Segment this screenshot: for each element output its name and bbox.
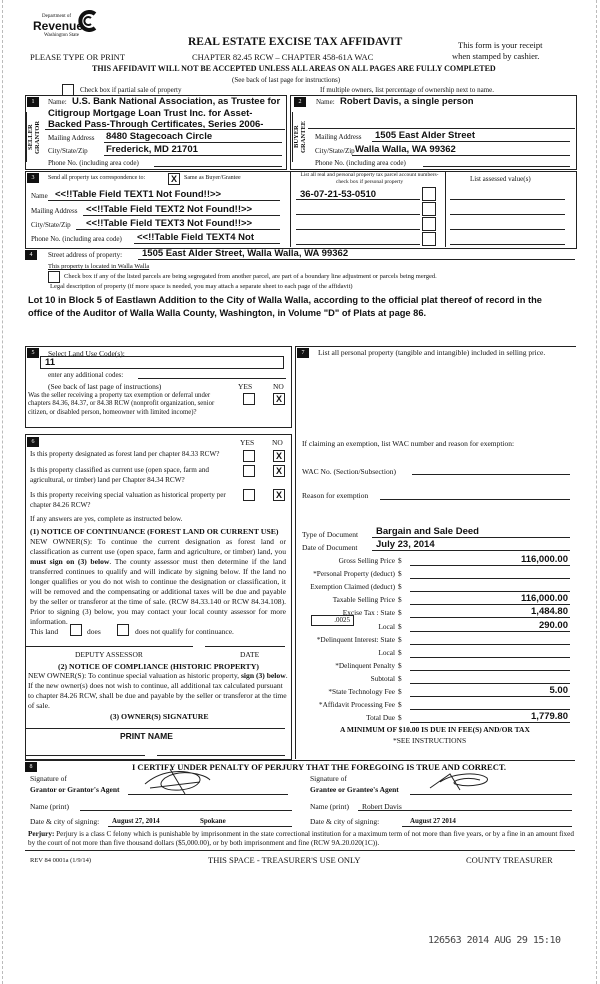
notice-compliance-text bbox=[28, 671, 288, 711]
label: Send all property tax correspondence to: bbox=[48, 175, 146, 181]
exemption-question: Was the seller receiving a property tax exemption or deferral under chapters 84.36, 84.37, or 84.38 RCW (nonprofit organization, senior citizen, or disabled person, homeowner with limited income)? bbox=[28, 392, 215, 416]
fee-value-field[interactable]: 1,484.80 bbox=[531, 606, 568, 618]
text: sign (3) below bbox=[240, 671, 286, 680]
label: Name bbox=[31, 192, 48, 200]
historic-question: Is this property receiving special valuation as historical property per chapter 84.26 RCW? bbox=[30, 491, 226, 509]
grantor-city-field[interactable]: Spokane bbox=[200, 817, 226, 825]
underline bbox=[410, 683, 570, 684]
label: does bbox=[87, 627, 101, 636]
label: Signature of bbox=[30, 774, 67, 783]
buyer-side-label: BUYER GRANTEE bbox=[292, 112, 307, 162]
underline bbox=[104, 142, 282, 143]
assessor-date-line[interactable] bbox=[205, 646, 285, 647]
does-qualify-checkbox[interactable] bbox=[70, 624, 82, 636]
assessed-header: List assessed value(s) bbox=[470, 175, 531, 183]
fee-value-field[interactable]: 1,779.80 bbox=[531, 711, 568, 723]
currency-sign: $ bbox=[398, 647, 402, 657]
legal-description-line1[interactable]: Lot 10 in Block 5 of Eastlawn Addition to the City of Walla Walla, according to the official plat thereof of record in the bbox=[28, 295, 542, 305]
grantor-signature-icon bbox=[140, 766, 215, 796]
property-address-field[interactable]: 1505 East Alder Street, Walla Walla, WA 99362 bbox=[142, 248, 349, 259]
parcel-header-2: numbers-check box if personal property bbox=[335, 172, 439, 185]
underline bbox=[134, 243, 280, 244]
parcel-number-field[interactable]: 36-07-21-53-0510 bbox=[300, 189, 377, 200]
currency-sign: $ bbox=[398, 556, 402, 565]
currency-sign: $ bbox=[398, 608, 402, 618]
multiple-owners-note: If multiple owners, list percentage of ownership next to name. bbox=[320, 86, 494, 94]
text: NEW OWNER(S): To continue the current designation as forest land or classification as current use (open space, farm and agriculture, or timber) land, you bbox=[30, 537, 286, 556]
buyer-phone-field[interactable] bbox=[423, 166, 570, 167]
text: . If the new owner(s) does not wish to continue, all additional tax calculated pursuant to chapter 84.26 RCW, shall be due and payable by the seller or transferor at the time of sale. bbox=[28, 671, 288, 710]
perjury-notice bbox=[28, 830, 576, 848]
no-header: NO bbox=[272, 438, 283, 447]
underline bbox=[402, 826, 572, 827]
deputy-assessor-signature-line[interactable] bbox=[25, 646, 193, 647]
fee-label: Total Due bbox=[366, 713, 395, 723]
label: Grantor or Grantor's Agent bbox=[30, 785, 120, 794]
personal-property-checkbox[interactable] bbox=[422, 217, 436, 231]
fee-label: *State Technology Fee bbox=[328, 687, 395, 696]
segregated-checkbox[interactable] bbox=[48, 271, 60, 283]
label: (See back of last page of instructions) bbox=[48, 382, 162, 391]
label: DATE bbox=[240, 650, 260, 659]
section-number: 5 bbox=[27, 348, 39, 358]
section-number: 1 bbox=[27, 97, 39, 107]
document-date-field[interactable]: July 23, 2014 bbox=[376, 539, 435, 550]
same-as-buyer-checkbox[interactable]: X bbox=[168, 173, 180, 185]
underline bbox=[296, 229, 420, 230]
forest-question: Is this property designated as forest land per chapter 84.33 RCW? bbox=[30, 450, 220, 458]
label: City/State/Zip bbox=[31, 221, 71, 229]
print-name-line-2[interactable] bbox=[157, 755, 285, 756]
underline bbox=[410, 722, 570, 723]
document-type-field[interactable]: Bargain and Sale Deed bbox=[376, 526, 479, 537]
divider bbox=[25, 760, 575, 761]
label: Same as Buyer/Grantee bbox=[184, 175, 241, 181]
label: Name: bbox=[316, 98, 335, 106]
underline bbox=[410, 709, 570, 710]
chapter-ref: CHAPTER 82.45 RCW – CHAPTER 458-61A WAC bbox=[192, 52, 374, 62]
personal-property-label: List all personal property (tangible and intangible) included in selling price. bbox=[318, 348, 546, 357]
assessed-value-field[interactable] bbox=[450, 214, 565, 215]
label: Select Land Use Code(s): bbox=[48, 349, 125, 358]
owner-signature-line[interactable] bbox=[25, 728, 285, 729]
fee-value-field[interactable]: 116,000.00 bbox=[520, 593, 568, 605]
label: Reason for exemption bbox=[302, 491, 369, 500]
label: Street address of property: bbox=[48, 251, 123, 259]
seller-phone-field[interactable] bbox=[154, 166, 282, 167]
currency-sign: $ bbox=[398, 660, 402, 670]
print-name-line[interactable] bbox=[25, 755, 145, 756]
forest-yes-checkbox[interactable] bbox=[243, 450, 255, 462]
segregated-label: Check box if any of the listed parcels are being segregated from another parcel, are part of a boundary line adjustment or parcels being merged. bbox=[64, 273, 437, 280]
certify-statement: I CERTIFY UNDER PENALTY OF PERJURY THAT THE FOREGOING IS TRUE AND CORRECT. bbox=[132, 762, 507, 772]
assessed-value-field[interactable] bbox=[450, 229, 565, 230]
exemption-yes-checkbox[interactable] bbox=[243, 393, 255, 405]
underline bbox=[108, 826, 292, 827]
section-number: 6 bbox=[27, 437, 39, 447]
fee-value-field[interactable]: 116,000.00 bbox=[520, 554, 568, 565]
correspondence-mailing-field[interactable]: <<!!Table Field TEXT2 Not Found!!>> bbox=[86, 204, 253, 215]
label: Phone No. (including area code) bbox=[315, 159, 406, 167]
underline bbox=[138, 259, 575, 260]
label: City/State/Zip bbox=[48, 147, 88, 155]
underline bbox=[410, 565, 570, 566]
currency-sign: $ bbox=[398, 569, 402, 579]
divider bbox=[308, 128, 575, 129]
divider bbox=[45, 129, 285, 130]
underline bbox=[372, 550, 570, 551]
label: Date & city of signing: bbox=[310, 817, 380, 826]
see-back: (See back of last page for instructions) bbox=[232, 76, 341, 84]
additional-codes-field[interactable] bbox=[138, 378, 286, 379]
label: Phone No. (including area code) bbox=[31, 235, 122, 243]
section-number: 8 bbox=[25, 762, 37, 772]
fee-label: *Personal Property (deduct) bbox=[313, 569, 395, 579]
currency-sign: $ bbox=[398, 713, 402, 723]
label: does not qualify for continuance. bbox=[135, 627, 234, 636]
form-title: REAL ESTATE EXCISE TAX AFFIDAVIT bbox=[188, 36, 403, 48]
seller-name-line3[interactable]: Backed Pass-Through Certificates, Series 2006- bbox=[48, 119, 264, 128]
seller-side-label: SELLER GRANTOR bbox=[26, 112, 41, 162]
fee-label: Subtotal bbox=[370, 673, 395, 683]
legal-label: Legal description of property (if more space is needed, you may attach a separate sheet to each page of the affidavit) bbox=[50, 283, 353, 290]
currency-sign: $ bbox=[398, 700, 402, 710]
label: enter any additional codes: bbox=[48, 371, 124, 379]
personal-property-checkbox[interactable] bbox=[422, 232, 436, 246]
logo-swirl-icon bbox=[77, 10, 99, 32]
fee-value-field[interactable]: 5.00 bbox=[549, 685, 568, 696]
forest-no-checkbox[interactable]: X bbox=[273, 450, 285, 462]
correspondence-name-field[interactable]: <<!!Table Field TEXT1 Not Found!!>> bbox=[55, 189, 222, 200]
buyer-mailing-field[interactable]: 1505 East Alder Street bbox=[375, 130, 475, 141]
underline bbox=[410, 631, 570, 632]
currency-sign: $ bbox=[398, 634, 402, 644]
cashier-stamp: 126563 2014 AUG 29 15:10 bbox=[428, 935, 561, 946]
historic-no-checkbox[interactable]: X bbox=[273, 489, 285, 501]
label: Mailing Address bbox=[48, 134, 95, 142]
underline bbox=[48, 200, 280, 201]
partial-sale-label: Check box if partial sale of property bbox=[80, 86, 182, 94]
yes-header: YES bbox=[240, 438, 255, 447]
section-7 bbox=[295, 346, 576, 759]
section-number: 4 bbox=[25, 250, 37, 260]
historic-yes-checkbox[interactable] bbox=[243, 489, 255, 501]
personal-property-checkbox[interactable] bbox=[422, 187, 436, 201]
notice-compliance-title: (2) NOTICE OF COMPLIANCE (HISTORIC PROPERTY) bbox=[58, 662, 259, 671]
excise-tax-affidavit-page: Department of Revenue Washington State REAL ESTATE EXCISE TAX AFFIDAVIT PLEASE TYPE OR PRINT CHAPTER 82.45 RCW – CHAPTER 458-61A WAC This form is your receipt when stamped by cashier. THIS AFFIDAVIT WILL NOT BE ACCEPTED UNLESS ALL AREAS ON ALL PAGES ARE FULLY COMPLETED (See back of last page for instructions) Check box if partial sale of property If multiple owners, list percentage of ownership next to name. 1 SELLER GRANTOR Name: U.S. Bank National Association, as Trustee for Citigroup Mortgage Loan Trust Inc. for Asset- Backed Pass-Through Certificates, Series 2006- Mailing Address 8480 Stagecoach Circle City/State/Zip Frederick, MD 21701 Phone No. (including area code) 2 BUYER GRANTEE Name: Robert Davis, a single person Mailing Address 1505 East Alder Street City/State/Zip Walla Walla, WA 99362 Phone No. (including area code) 3 Send all property tax correspondence to: X Same as Buyer/Grantee Name <<!!Table Field TEXT1 Not Found!!>> Mailing Address <<!!Table Field TEXT2 Not Found!!>> City/State/Zip <<!!Table Field TEXT3 Not Found!!>> Phone No. (including area code) <<!!Table Field TEXT4 Not List all real and personal property tax parcel account numbers-check box if personal property List assessed value(s) 36-07-21-53-0510 4 Street address of property: 1505 East Alder Street, Walla Walla, WA 99362 This property is located in Walla Walla Check box if any of the listed parcels are being segregated from another parcel, are part of a boundary line adjustment or parcels being merged. Legal description of property (if more space is needed, you may attach a separate sheet to each page of the affidavit) Lot 10 in Block 5 of Eastlawn Addition to the City of Walla Walla, according to the official plat thereof of record in the office of the Auditor of Walla Walla County, Washington, in Volume "D" of Plats at page 86. 5 Select Land Use Code(s): 11 enter any additional codes: (See back of last page of instructions) YES NO Was the seller receiving a property tax exemption or deferral under chapters 84.36, 84.37, or 84.38 RCW (nonprofit organization, senior citizen, or disabled person, homeowner with limited income)? X 6 YES NO Is this property designated as forest land per chapter 84.33 RCW? X Is this property classified as current use (open space, farm and agricultural, or timber) land per Chapter 84.34 RCW? X Is this property receiving special valuation as historical property per chapter 84.26 RCW? X If any answers are yes, complete as instructed below. (1) NOTICE OF CONTINUANCE (FOREST LAND OR CURRENT USE) NEW OWNER(S): To continue the current designation as forest land or classification as current use (open space, farm and agriculture, or timber) land, you must sign on (3) below. The county assessor must then determine if the land transferred continues to qualify and will indicate by signing below. If the land no longer qualifies or you do not wish to continue the designation or classification, it will be removed and the compensating or additional taxes will be due and payable by the seller or transferor at the time of sale. (RCW 84.33.140 or RCW 84.34.108). Prior to signing (3) below, you may contact your local county assessor for more information. This land does does not qualify for continuance. DEPUTY ASSESSOR DATE (2) NOTICE OF COMPLIANCE (HISTORIC PROPERTY) NEW OWNER(S): To continue special valuation as historic property, sign (3) below. If the new owner(s) does not wish to continue, all additional tax calculated pursuant to chapter 84.26 RCW, shall be due and payable by the seller or transferor at the time of sale. (3) OWNER(S) SIGNATURE PRINT NAME 7 List all personal property (tangible and intangible) included in selling price. If claiming an exemption, list WAC number and reason for exemption: WAC No. (Section/Subsection) Reason for exemption Type of Document Bargain and Sale Deed Date of Document July 23, 2014 .0025 Gross Selling Price $ 116,000.00 *Personal Property (deduct) $ Exemption Claimed (deduct) $ Taxable Selling Price $ 116,000.00 Excise Tax : State $ 1,484.80 Local $ 290.00 *Delinquent Interest: State $ Local $ *Delinquent Penalty $ Subtotal $ *State Technology Fee $ 5.00 *Affidavit Processing Fee $ Total Due $ 1,779.80 A MINIMUM OF $10.00 IS DUE IN FEE(S) AND/OR TAX *SEE INSTRUCTIONS 8 I CERTIFY UNDER PENALTY OF PERJURY THAT THE FOREGOING IS TRUE AND CORRECT. Signature of Grantor or Grantor's Agent Signature of Grantee or Grantee's Agent Name (print) Name (print) Robert Davis Date & city of signing: August 27, 2014 Spokane Date & city of signing: August 27 2014 Perjury: Perjury is a class C felony which is punishable by imprisonment in the state correctional institution for a maximum term of not more than five years, or by a fine in an amount fixed by the court of not more than five thousand dollars ($5,000.00), or by both imprisonment and fine (RCW 9A.20.020(1C)). REV 84 0001a (1/9/14) THIS SPACE - TREASURER'S USE ONLY COUNTY TREASURER 126563 2014 AUG 29 15:10 bbox=[0, 0, 600, 984]
wac-field[interactable] bbox=[412, 474, 570, 475]
underline bbox=[104, 155, 282, 156]
underline bbox=[410, 644, 570, 645]
does-not-qualify-checkbox[interactable] bbox=[117, 624, 129, 636]
receipt-note: This form is your receipt bbox=[458, 40, 543, 50]
underline bbox=[352, 155, 570, 156]
notice-continuance-title: (1) NOTICE OF CONTINUANCE (FOREST LAND OR CURRENT USE) bbox=[30, 527, 279, 536]
text: Perjury is a class C felony which is punishable by imprisonment in the state correctional institution for a maximum term of not more than five years, or by a fine in an amount fixed by the court of not more than five thousand dollars ($5,000.00), or by both imprisonment and fine (RCW 9A.20.020(1C)). bbox=[28, 830, 574, 847]
underline bbox=[296, 199, 420, 200]
label: Name: bbox=[48, 98, 67, 106]
underline bbox=[372, 537, 570, 538]
fee-label: Local bbox=[378, 621, 395, 631]
currency-sign: $ bbox=[398, 673, 402, 683]
underline bbox=[410, 604, 570, 605]
text: must sign on (3) below bbox=[30, 557, 110, 566]
label: This land bbox=[30, 627, 59, 636]
underline bbox=[296, 244, 420, 245]
currency-sign: $ bbox=[398, 621, 402, 631]
correspondence-city-field[interactable]: <<!!Table Field TEXT3 Not Found!!>> bbox=[86, 218, 253, 229]
label: Mailing Address bbox=[315, 133, 362, 141]
underline bbox=[410, 578, 570, 579]
underline bbox=[410, 617, 570, 618]
minimum-note: A MINIMUM OF $10.00 IS DUE IN FEE(S) AND/OR TAX bbox=[340, 725, 530, 734]
currency-sign: $ bbox=[398, 687, 402, 696]
fee-label: Exemption Claimed (deduct) bbox=[310, 582, 395, 592]
buyer-name-field[interactable]: Robert Davis, a single person bbox=[340, 96, 474, 107]
divider bbox=[25, 850, 575, 851]
fee-label: Local bbox=[378, 647, 395, 657]
personal-property-checkbox[interactable] bbox=[422, 202, 436, 216]
section-number: 2 bbox=[294, 97, 306, 107]
label: City/State/Zip bbox=[315, 147, 355, 155]
underline bbox=[410, 657, 570, 658]
fee-label: Taxable Selling Price bbox=[332, 595, 395, 605]
no-header: NO bbox=[273, 382, 284, 391]
grantee-name-field[interactable]: Robert Davis bbox=[362, 802, 402, 811]
label: Date & city of signing: bbox=[30, 817, 100, 826]
underline bbox=[410, 696, 570, 697]
underline bbox=[410, 591, 570, 592]
located-in: This property is located in Walla Walla bbox=[48, 263, 150, 270]
current-use-yes-checkbox[interactable] bbox=[243, 465, 255, 477]
fee-label: Excise Tax : State bbox=[342, 608, 395, 618]
buyer-city-field[interactable]: Walla Walla, WA 99362 bbox=[355, 144, 456, 155]
grantor-date-field[interactable]: August 27, 2014 bbox=[112, 817, 160, 825]
receipt-note-2: when stamped by cashier. bbox=[452, 51, 540, 61]
fee-label: *Delinquent Penalty bbox=[335, 660, 395, 670]
text: . The county assessor must then determine if the land transferred continues to qualify and will indicate by signing below. If the land no longer qualifies or you do not wish to continue the designation or classification, it will be removed and the compensating or additional taxes will be due and payable by the seller or transferor at the time of sale. (RCW 84.33.140 or RCW 84.34.108). Prior to signing (3) below, you may contact your local county assessor for more information. bbox=[30, 557, 287, 626]
parcel-header bbox=[297, 172, 442, 186]
underline bbox=[296, 214, 420, 215]
grantee-date-field[interactable]: August 27 2014 bbox=[410, 817, 456, 825]
label: Name (print) bbox=[30, 802, 69, 811]
see-instructions: *SEE INSTRUCTIONS bbox=[393, 736, 467, 745]
treasurer-use-label: THIS SPACE - TREASURER'S USE ONLY bbox=[208, 855, 361, 865]
legal-description-line2[interactable]: office of the Auditor of Walla Walla County, Washington, in Volume "D" of Plats at page 86. bbox=[28, 308, 427, 318]
currency-sign: $ bbox=[398, 582, 402, 592]
label: DEPUTY ASSESSOR bbox=[75, 650, 143, 659]
label: Grantee or Grantee's Agent bbox=[310, 785, 399, 794]
label: (3) OWNER(S) SIGNATURE bbox=[110, 712, 209, 721]
underline bbox=[410, 670, 570, 671]
label: WAC No. (Section/Subsection) bbox=[302, 467, 396, 476]
label: PRINT NAME bbox=[120, 731, 173, 741]
label: Mailing Address bbox=[31, 207, 78, 215]
text: Perjury: bbox=[28, 830, 55, 838]
fee-value-field[interactable]: 290.00 bbox=[538, 619, 568, 631]
label: Date of Document bbox=[302, 543, 358, 552]
parcel-header-1: List all real and personal property tax parcel account bbox=[300, 172, 417, 178]
please-type: PLEASE TYPE OR PRINT bbox=[30, 52, 126, 62]
underline bbox=[358, 810, 572, 811]
county-treasurer-label: COUNTY TREASURER bbox=[466, 855, 553, 865]
exemption-label: If claiming an exemption, list WAC number and reason for exemption: bbox=[302, 439, 515, 448]
label: Phone No. (including area code) bbox=[48, 159, 139, 167]
fee-label: *Delinquent Interest: State bbox=[316, 634, 395, 644]
divider bbox=[290, 171, 291, 247]
fee-label: Gross Selling Price bbox=[338, 556, 395, 565]
current-use-question: Is this property classified as current use (open space, farm and agricultural, or timber) land per Chapter 84.34 RCW? bbox=[30, 466, 210, 484]
form-revision: REV 84 0001a (1/9/14) bbox=[30, 857, 92, 864]
seller-name-line2[interactable]: Citigroup Mortgage Loan Trust Inc. for Asset- bbox=[48, 108, 253, 119]
notice-continuance-text bbox=[30, 537, 286, 627]
assessed-value-field[interactable] bbox=[450, 244, 565, 245]
current-use-no-checkbox[interactable]: X bbox=[273, 465, 285, 477]
seller-city-field[interactable]: Frederick, MD 21701 bbox=[106, 144, 198, 155]
text: NEW OWNER(S): To continue special valuation as historic property, bbox=[28, 671, 241, 680]
underline bbox=[76, 229, 280, 230]
divider bbox=[445, 171, 446, 247]
if-yes-note: If any answers are yes, complete as instructed below. bbox=[30, 515, 183, 523]
label: Name (print) bbox=[310, 802, 349, 811]
local-rate-field[interactable]: .0025 bbox=[311, 615, 354, 626]
underline bbox=[372, 141, 570, 142]
warning: THIS AFFIDAVIT WILL NOT BE ACCEPTED UNLESS ALL AREAS ON ALL PAGES ARE FULLY COMPLETED bbox=[92, 64, 496, 73]
land-use-code-field[interactable]: 11 bbox=[40, 356, 284, 369]
yes-header: YES bbox=[238, 382, 253, 391]
exemption-no-checkbox[interactable]: X bbox=[273, 393, 285, 405]
grantee-signature-icon bbox=[425, 766, 495, 796]
seller-name-field[interactable]: U.S. Bank National Association, as Trustee for bbox=[72, 96, 281, 107]
scan-edge-left bbox=[2, 0, 3, 984]
label: Type of Document bbox=[302, 530, 359, 539]
currency-sign: $ bbox=[398, 595, 402, 605]
reason-field[interactable] bbox=[380, 499, 570, 500]
scan-edge-right bbox=[596, 0, 597, 984]
assessed-value-field[interactable] bbox=[450, 199, 565, 200]
section-number: 7 bbox=[297, 348, 309, 358]
underline bbox=[83, 215, 280, 216]
section-number: 3 bbox=[27, 173, 39, 183]
fee-label: *Affidavit Processing Fee bbox=[318, 700, 395, 710]
grantor-name-field[interactable] bbox=[80, 810, 292, 811]
correspondence-phone-field[interactable]: <<!!Table Field TEXT4 Not bbox=[137, 232, 255, 243]
seller-mailing-field[interactable]: 8480 Stagecoach Circle bbox=[106, 131, 213, 142]
label: Signature of bbox=[310, 774, 347, 783]
